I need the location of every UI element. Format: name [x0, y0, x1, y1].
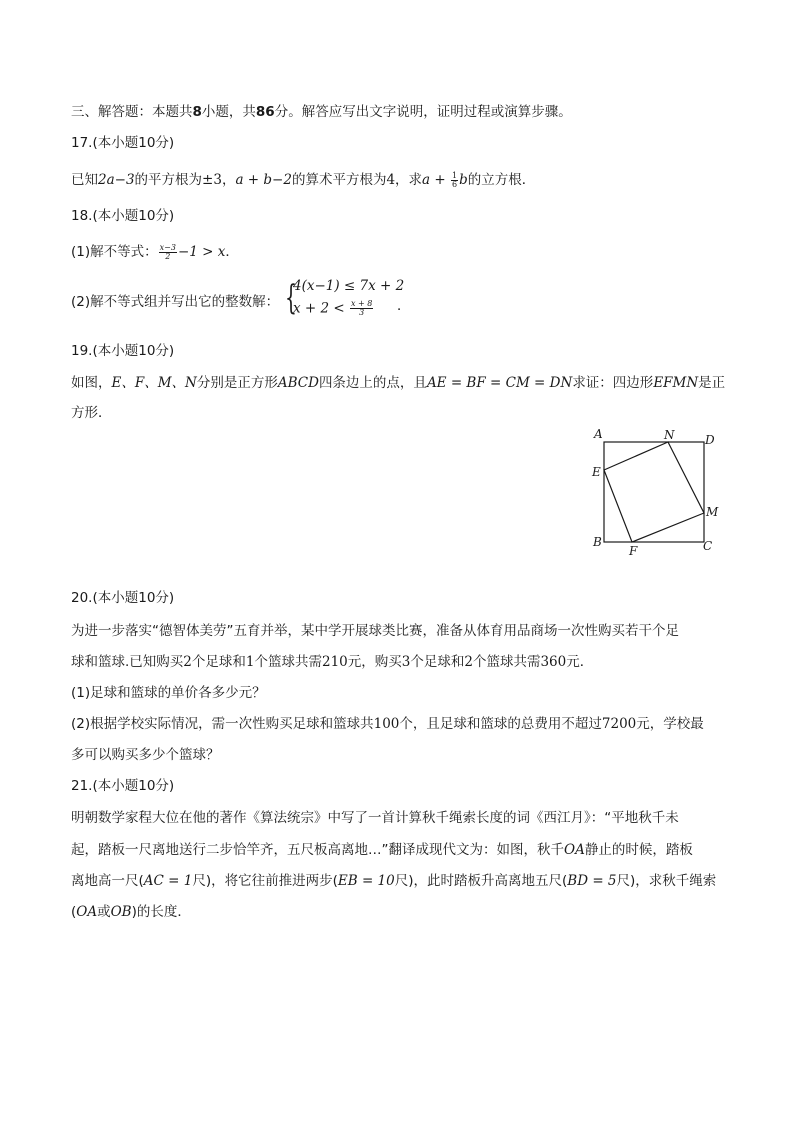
- label-a: A: [594, 427, 603, 441]
- math: ±3，: [202, 172, 236, 188]
- inequality-1: 4(x−1) ≤ 7x + 2: [293, 278, 405, 294]
- text: 尺)，将它往前推进两步(: [192, 873, 338, 889]
- text: 四条边上的点，且: [318, 375, 427, 391]
- label-n: N: [664, 428, 675, 442]
- q17-text: [71, 170, 535, 190]
- q17-label: 17.(本小题10分): [71, 135, 175, 151]
- square-figure: [588, 426, 722, 560]
- q21-label: 21.(本小题10分): [71, 778, 175, 794]
- label-c: C: [703, 539, 713, 553]
- number: 1: [245, 654, 255, 670]
- math: a + b−2: [235, 172, 292, 188]
- question-count: 8: [192, 104, 202, 120]
- square-efmn: [604, 442, 704, 542]
- text: 个足球和: [410, 654, 465, 670]
- text: 尺)，此时踏板升高离地五尺(: [394, 873, 568, 889]
- inequality-2: [293, 300, 374, 317]
- text: 元，购买: [347, 654, 402, 670]
- number: 3: [401, 654, 411, 670]
- math: OA: [564, 842, 585, 858]
- text: 求证：四边形: [572, 375, 654, 391]
- math: OA: [76, 904, 98, 920]
- text: 元，学校最: [636, 716, 704, 732]
- math: EB = 10: [337, 873, 395, 889]
- fraction-denominator: 6: [452, 179, 458, 189]
- section-heading: [71, 102, 572, 122]
- text: 是正: [698, 375, 726, 391]
- text: (1)解不等式：: [71, 244, 158, 260]
- text: (2)根据学校实际情况，需一次性购买足球和篮球共: [71, 716, 374, 732]
- number: 2: [183, 654, 192, 670]
- text: 元．: [566, 654, 594, 670]
- q21-text-line2: [71, 840, 693, 860]
- section-heading-text: 分。解答应写出文字说明，证明过程或演算步骤。: [274, 104, 572, 120]
- math: EFMN: [653, 375, 699, 391]
- q21-text-line3: [71, 871, 716, 891]
- q20-part2-line2: 多可以购买多少个篮球？: [71, 747, 220, 763]
- q19-label: 19.(本小题10分): [71, 343, 175, 359]
- section-heading-text: 三、解答题：本题共: [71, 104, 193, 120]
- fraction-numerator: x + 8: [351, 299, 373, 308]
- math: a +: [422, 172, 450, 188]
- number: 2: [464, 654, 473, 670]
- q19-text-line1: [71, 373, 725, 393]
- text: 已知: [71, 172, 98, 188]
- label-e: E: [592, 465, 601, 479]
- text: 的平方根为: [134, 172, 203, 188]
- square-abcd: [604, 442, 704, 542]
- text: 分别是正方形: [196, 375, 278, 391]
- text: 球和篮球.已知购买: [71, 654, 184, 670]
- text: 如图，: [71, 375, 112, 391]
- text: 静止的时候，踏板: [584, 842, 693, 858]
- text: ．: [225, 244, 239, 260]
- math: 2a−3: [98, 172, 135, 188]
- total-score: 86: [255, 104, 275, 120]
- q21-text-line4: [71, 902, 191, 922]
- fraction-numerator: 1: [452, 170, 458, 180]
- q20-label: 20.(本小题10分): [71, 590, 175, 606]
- text: ．: [397, 298, 411, 314]
- text: 起，踏板一尺离地送行二步恰竿齐，五尺板高离地…”翻译成现代文为：如图，秋千: [71, 842, 564, 858]
- text: 个篮球共需: [472, 654, 541, 670]
- q21-text-line1: 明朝数学家程大位在他的著作《算法统宗》中写了一首计算秋千绳索长度的词《西江月》：“平地秋千未: [71, 810, 679, 826]
- number: 210: [321, 654, 348, 670]
- math: ABCD: [277, 375, 319, 391]
- fraction: [451, 172, 458, 189]
- text: 的算术平方根为: [291, 172, 387, 188]
- q20-part2-line1: [71, 714, 704, 734]
- q18-label: 18.(本小题10分): [71, 208, 175, 224]
- math: x + 2 <: [293, 300, 345, 317]
- text: (2)解不等式组并写出它的整数解：: [71, 294, 280, 310]
- text: (: [71, 904, 77, 920]
- number: 360: [540, 654, 567, 670]
- math: E、F、M、N: [111, 375, 197, 391]
- text: 尺)，求秋千绳索: [616, 873, 717, 889]
- math: BD = 5: [567, 873, 617, 889]
- number: 7200: [601, 716, 637, 732]
- label-d: D: [705, 433, 715, 447]
- math: b: [459, 172, 468, 188]
- label-f: F: [629, 544, 638, 558]
- math: AE = BF = CM = DN: [426, 375, 573, 391]
- q20-text-line1: 为进一步落实“德智体美劳”五育并举，某中学开展球类比赛，准备从体育用品商场一次性购买若干个足: [71, 623, 679, 639]
- text: 离地高一尺(: [71, 873, 144, 889]
- q20-part1: (1)足球和篮球的单价各多少元？: [71, 685, 266, 701]
- text: 个篮球共需: [254, 654, 322, 670]
- text: )的长度．: [131, 904, 191, 920]
- text: 求: [408, 172, 423, 188]
- q18-part1: [71, 242, 239, 262]
- brace: {: [285, 278, 297, 318]
- math: OB: [110, 904, 132, 920]
- fraction: [159, 244, 177, 261]
- math: 4，: [386, 172, 409, 188]
- q20-text-line2: [71, 652, 593, 672]
- fraction: [350, 300, 373, 317]
- text: 个，且足球和篮球的总费用不超过: [399, 716, 602, 732]
- label-m: M: [706, 505, 719, 519]
- q19-text-line2: 方形．: [71, 405, 112, 421]
- fraction-denominator: 3: [359, 308, 365, 317]
- text: 或: [97, 904, 111, 920]
- section-heading-text: 小题，共: [201, 104, 256, 120]
- label-b: B: [593, 535, 602, 549]
- number: 100: [373, 716, 400, 732]
- text: 个足球和: [191, 654, 246, 670]
- fraction-denominator: 2: [165, 251, 171, 261]
- math: AC = 1: [143, 873, 193, 889]
- math: −1 > x: [177, 244, 226, 260]
- text: 的立方根．: [467, 172, 536, 188]
- fraction-numerator: x−3: [159, 242, 176, 252]
